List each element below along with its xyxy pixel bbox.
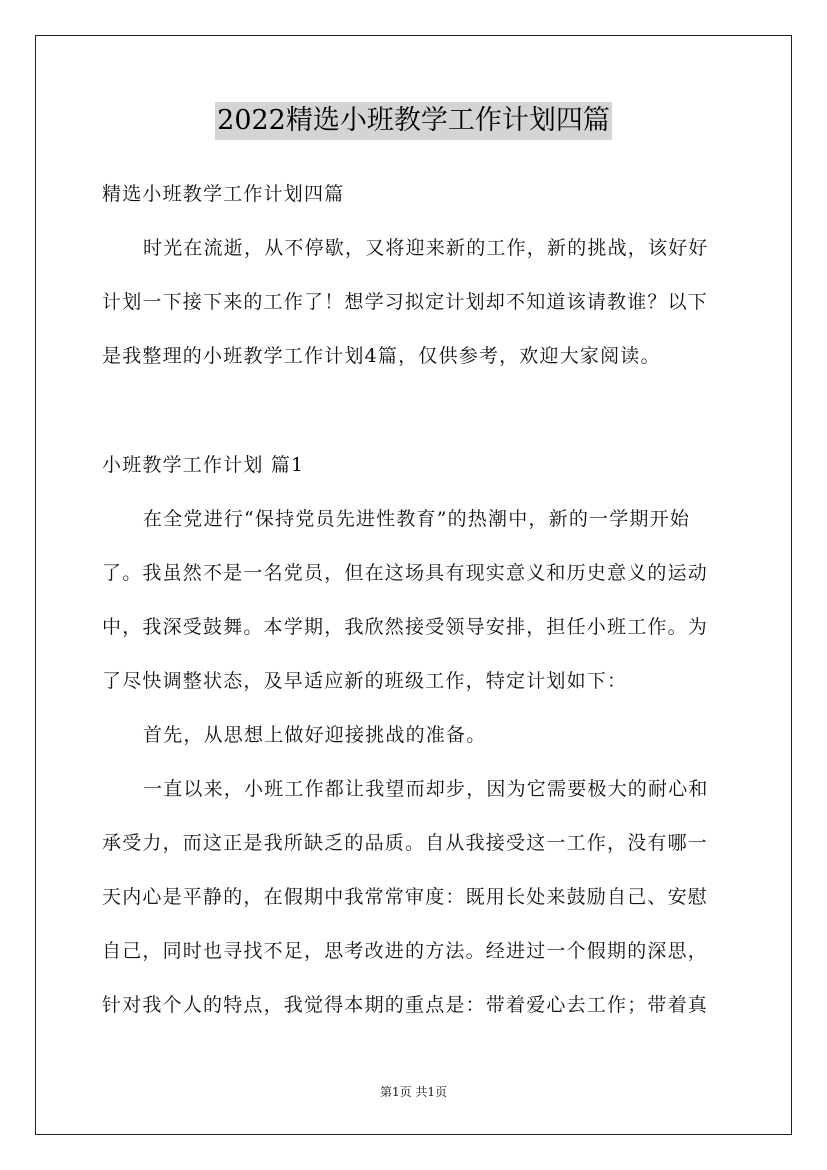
section-heading: 小班教学工作计划 篇1	[102, 454, 305, 476]
para3-line-3: 天内心是平静的，在假期中我常常审度：既用长处来鼓励自己、安慰	[102, 886, 709, 908]
para3-line-5: 针对我个人的特点，我觉得本期的重点是：带着爱心去工作；带着真	[102, 994, 709, 1016]
para3-line-1: 一直以来，小班工作都让我望而却步，因为它需要极大的耐心和	[143, 778, 709, 800]
para3-line-2: 承受力，而这正是我所缺乏的品质。自从我接受这一工作，没有哪一	[102, 832, 709, 854]
page-footer: 第1页 共1页	[379, 1085, 448, 1099]
title-container	[0, 102, 827, 140]
para1-line-1: 在全党进行“保持党员先进性教育”的热潮中，新的一学期开始	[143, 508, 691, 530]
para1-line-2: 了。我虽然不是一名党员，但在这场具有现实意义和历史意义的运动	[102, 562, 709, 584]
para2-line-1: 首先，从思想上做好迎接挑战的准备。	[143, 724, 487, 746]
intro-line-3: 是我整理的小班教学工作计划4篇，仅供参考，欢迎大家阅读。	[102, 345, 661, 367]
para1-line-4: 了尽快调整状态，及早适应新的班级工作，特定计划如下：	[102, 670, 628, 692]
para1-line-3: 中，我深受鼓舞。本学期，我欣然接受领导安排，担任小班工作。为	[102, 616, 709, 638]
para3-line-4: 自己，同时也寻找不足，思考改进的方法。经进过一个假期的深思，	[102, 940, 709, 962]
document-title: 2022精选小班教学工作计划四篇	[215, 102, 612, 140]
intro-line-2: 计划一下接下来的工作了！想学习拟定计划却不知道该请教谁？以下	[102, 291, 709, 313]
document-subtitle: 精选小班教学工作计划四篇	[102, 183, 345, 205]
intro-line-1: 时光在流逝，从不停歇，又将迎来新的工作，新的挑战，该好好	[143, 237, 709, 259]
